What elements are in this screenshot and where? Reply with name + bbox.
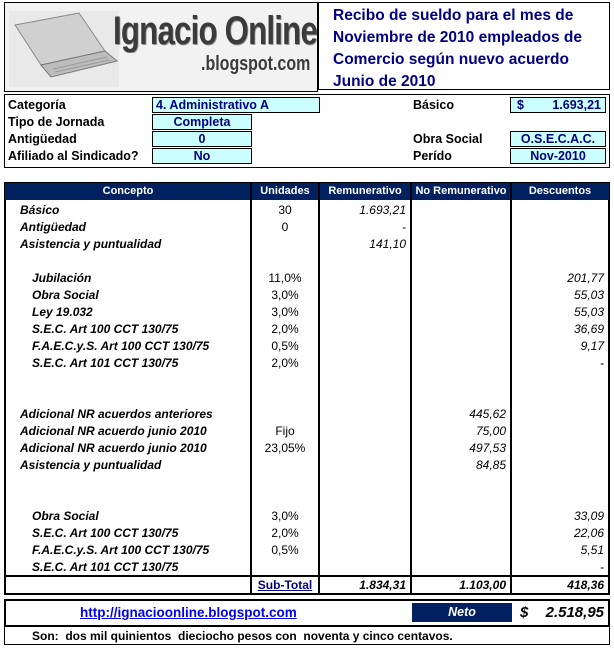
cell-concept: Jubilación [32, 271, 92, 285]
cell-desc [512, 457, 604, 474]
amount-in-words: Son: dos mil quinientos dieciocho pesos con noventa y cinco centavos. [32, 629, 453, 643]
cell-norem [412, 508, 506, 525]
cell-rem: - [402, 220, 406, 234]
cell-norem [412, 355, 506, 372]
subtotal-descuentos: 418,36 [567, 578, 604, 592]
cell-concept: S.E.C. Art 100 CCT 130/75 [32, 322, 179, 336]
cell-norem [412, 253, 506, 270]
cell-concept: S.E.C. Art 101 CCT 130/75 [32, 356, 179, 370]
cell-unit: 3,0% [271, 509, 299, 523]
cell-norem [412, 372, 506, 389]
categoria-label: Categoría [8, 98, 66, 112]
cell-unit [252, 559, 318, 576]
cell-desc [512, 406, 604, 423]
cell-rem [320, 542, 406, 559]
cell-desc: - [600, 560, 604, 574]
cell-desc [512, 423, 604, 440]
cell-desc [512, 440, 604, 457]
basico-value: 1.693,21 [552, 98, 601, 112]
cell-rem [320, 372, 406, 389]
logo-banner [4, 2, 318, 92]
cell-rem [320, 321, 406, 338]
cell-rem [320, 304, 406, 321]
cell-norem [412, 389, 506, 406]
cell-rem [320, 440, 406, 457]
cell-desc: 5,51 [580, 543, 604, 557]
cell-unit: 23,05% [264, 441, 306, 455]
header-remunerativo: Remunerativo [328, 185, 402, 197]
title-panel [318, 2, 610, 90]
categoria-field[interactable]: 4. Administrativo A [152, 97, 320, 113]
cell-unit [252, 253, 318, 270]
cell-norem [412, 559, 506, 576]
neto-value: 2.518,95 [545, 604, 604, 621]
jornada-label: Tipo de Jornada [8, 115, 105, 129]
logo-subtitle: .blogspot.com [201, 53, 311, 75]
cell-unit: 3,0% [271, 305, 299, 319]
cell-concept: Ley 19.032 [32, 305, 93, 319]
cell-norem [412, 338, 506, 355]
cell-desc: 33,09 [573, 509, 604, 523]
cell-desc: - [600, 356, 604, 370]
antiguedad-field[interactable]: 0 [152, 131, 252, 147]
header-unidades: Unidades [260, 185, 310, 197]
basico-field[interactable] [510, 97, 606, 113]
cell-norem [412, 287, 506, 304]
cell-unit [252, 389, 318, 406]
cell-concept [20, 389, 248, 406]
cell-unit [252, 491, 318, 508]
cell-rem [320, 338, 406, 355]
cell-rem [320, 406, 406, 423]
cell-rem [320, 287, 406, 304]
cell-unit: 0 [281, 220, 289, 234]
cell-norem [412, 474, 506, 491]
cell-concept: Adicional NR acuerdo junio 2010 [20, 441, 207, 455]
cell-unit: 11,0% [268, 271, 302, 285]
cell-rem [320, 457, 406, 474]
cell-norem [412, 491, 506, 508]
cell-rem [320, 508, 406, 525]
cell-concept: S.E.C. Art 101 CCT 130/75 [32, 560, 179, 574]
cell-desc: 55,03 [573, 305, 604, 319]
cell-rem [320, 474, 406, 491]
cell-rem [320, 270, 406, 287]
cell-concept: Adicional NR acuerdos anteriores [20, 407, 213, 421]
cell-rem: 1.693,21 [359, 203, 406, 217]
obra-social-field[interactable]: O.S.E.C.A.C. [510, 131, 606, 147]
subtotal-no-remunerativo: 1.103,00 [459, 578, 506, 592]
cell-concept: Básico [20, 203, 60, 217]
cell-desc [512, 202, 604, 219]
cell-desc [512, 389, 604, 406]
cell-concept: S.E.C. Art 100 CCT 130/75 [32, 526, 179, 540]
obra-social-label: Obra Social [413, 132, 483, 146]
cell-concept: Obra Social [32, 509, 99, 523]
cell-norem: 445,62 [469, 407, 506, 421]
cell-unit: 2,0% [271, 322, 299, 336]
cell-norem: 497,53 [469, 441, 506, 455]
cell-unit: 0,5% [271, 543, 299, 557]
cell-concept [20, 474, 248, 491]
page-title: Recibo de sueldo para el mes de Noviembre de 2010 empleados de Comercio según nuevo acuerdo Junio de 2010 [333, 7, 582, 90]
neto-amount [518, 603, 606, 622]
subtotal-remunerativo: 1.834,31 [359, 578, 406, 592]
cell-rem [320, 355, 406, 372]
cell-concept: Antigüedad [20, 220, 86, 234]
cell-unit [252, 236, 318, 253]
cell-unit: 30 [278, 203, 292, 217]
cell-desc [512, 219, 604, 236]
cell-concept: F.A.E.C.y.S. Art 100 CCT 130/75 [32, 543, 210, 557]
cell-norem [412, 304, 506, 321]
cell-norem [412, 219, 506, 236]
neto-currency: $ [520, 604, 529, 621]
cell-norem [412, 202, 506, 219]
periodo-label: Perído [413, 149, 452, 163]
antiguedad-label: Antigüedad [8, 132, 77, 146]
neto-label: Neto [412, 603, 512, 622]
header-concepto: Concepto [102, 185, 154, 197]
cell-rem [320, 491, 406, 508]
cell-unit: 2,0% [271, 356, 299, 370]
cell-concept: Obra Social [32, 288, 99, 302]
cell-rem [320, 423, 406, 440]
cell-concept [20, 253, 248, 270]
cell-norem [412, 525, 506, 542]
blog-url[interactable]: http://ignacioonline.blogspot.com [80, 605, 297, 620]
header-descuentos: Descuentos [528, 185, 592, 197]
cell-norem [412, 321, 506, 338]
periodo-field[interactable]: Nov-2010 [510, 148, 606, 164]
logo-title: Ignacio Online [113, 9, 318, 53]
cell-unit [252, 372, 318, 389]
cell-desc [512, 253, 604, 270]
cell-desc: 22,06 [573, 526, 604, 540]
cell-concept: Asistencia y puntualidad [20, 237, 162, 251]
afiliado-field[interactable]: No [152, 148, 252, 164]
cell-desc [512, 372, 604, 389]
cell-unit: Fijo [275, 424, 295, 438]
cell-rem [320, 389, 406, 406]
basico-currency: $ [517, 98, 524, 112]
jornada-field[interactable]: Completa [152, 114, 252, 130]
afiliado-label: Afiliado al Sindicado? [8, 149, 139, 163]
blog-link[interactable] [80, 604, 297, 622]
cell-norem [412, 270, 506, 287]
cell-norem: 84,85 [475, 458, 506, 472]
basico-label: Básico [413, 98, 454, 112]
cell-rem [320, 559, 406, 576]
cell-norem [412, 542, 506, 559]
header-no-remunerativo: No Remunerativo [415, 185, 507, 197]
cell-desc: 55,03 [573, 288, 604, 302]
subtotal-label: Sub-Total [257, 578, 313, 592]
cell-concept: F.A.E.C.y.S. Art 100 CCT 130/75 [32, 339, 210, 353]
cell-concept: Adicional NR acuerdo junio 2010 [20, 424, 207, 438]
cell-unit [252, 406, 318, 423]
cell-desc: 36,69 [573, 322, 604, 336]
cell-unit: 2,0% [271, 526, 299, 540]
cell-rem [320, 525, 406, 542]
cell-unit: 3,0% [271, 288, 299, 302]
cell-rem [320, 253, 406, 270]
laptop-icon [9, 11, 119, 87]
cell-desc [512, 491, 604, 508]
cell-desc: 201,77 [567, 271, 604, 285]
cell-concept [20, 491, 248, 508]
cell-norem [412, 236, 506, 253]
cell-desc: 9,17 [580, 339, 604, 353]
cell-concept [20, 372, 248, 389]
cell-desc [512, 236, 604, 253]
cell-unit [252, 457, 318, 474]
cell-norem: 75,00 [475, 424, 506, 438]
cell-rem: 141,10 [369, 237, 406, 251]
cell-desc [512, 474, 604, 491]
cell-unit [252, 474, 318, 491]
cell-unit: 0,5% [271, 339, 299, 353]
cell-concept: Asistencia y puntualidad [20, 458, 162, 472]
